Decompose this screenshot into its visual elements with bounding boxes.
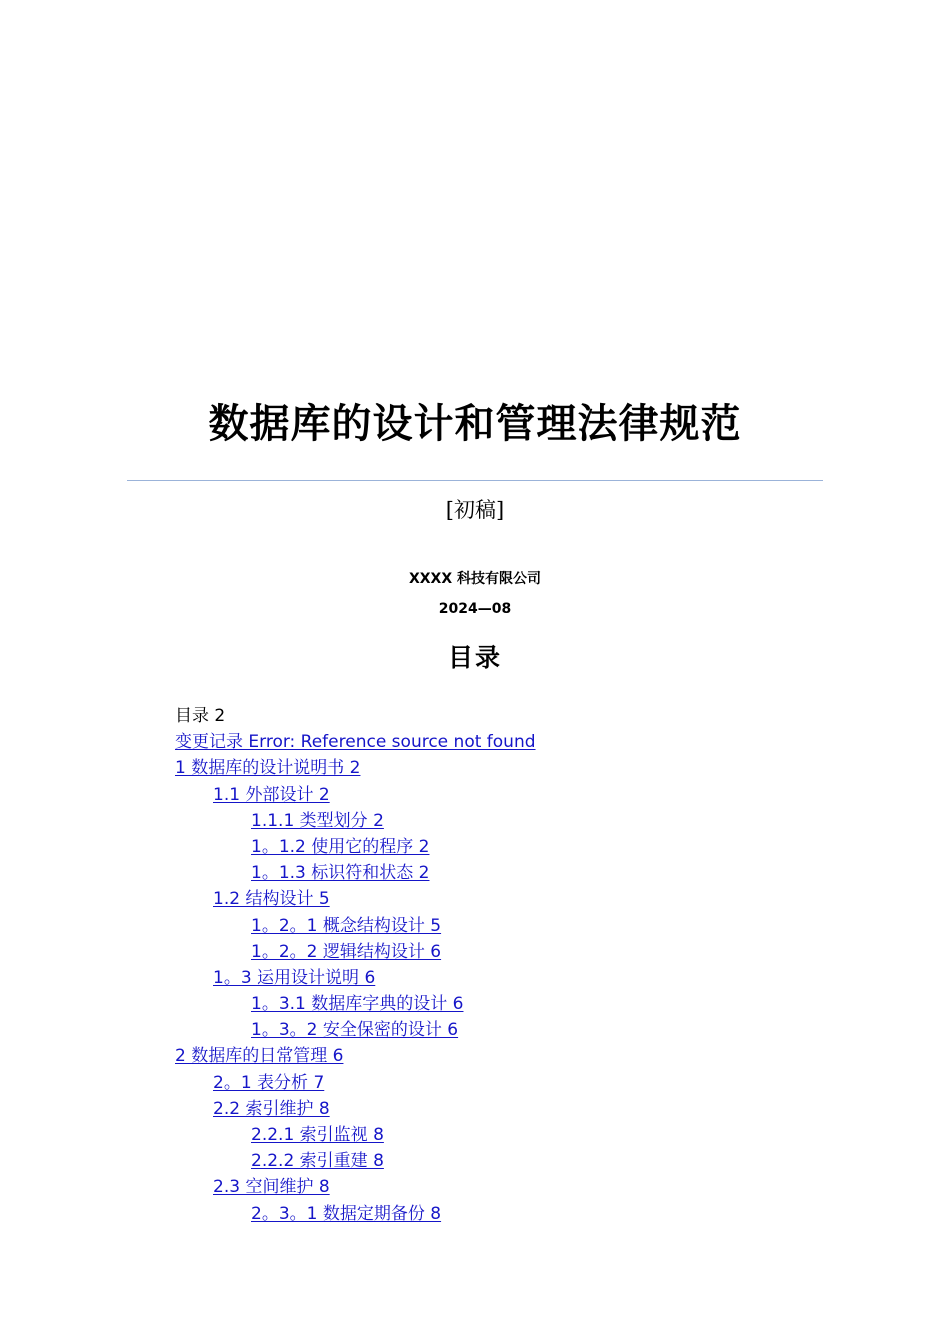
toc-entry[interactable]	[175, 913, 815, 939]
document-date: 2024—08	[438, 601, 512, 617]
toc-entry[interactable]	[175, 1122, 815, 1148]
toc-link[interactable]: 2.3 空间维护 8	[213, 1177, 330, 1198]
toc-link[interactable]: 1。3 运用设计说明 6	[213, 967, 376, 988]
toc-link[interactable]: 2。1 表分析 7	[213, 1072, 325, 1093]
toc-link[interactable]: 变更记录 Error: Reference source not found	[175, 732, 536, 753]
toc-link[interactable]: 1。1.2 使用它的程序 2	[251, 836, 430, 857]
toc-link[interactable]: 1。2。2 逻辑结构设计 6	[251, 941, 442, 962]
toc-entry[interactable]	[175, 886, 815, 912]
toc-entry[interactable]	[175, 1070, 815, 1096]
toc-link[interactable]: 1。3。2 安全保密的设计 6	[251, 1020, 459, 1041]
toc-entry[interactable]	[175, 1043, 815, 1069]
toc-entry[interactable]	[175, 860, 815, 886]
toc-entry[interactable]	[175, 834, 815, 860]
toc-entry[interactable]	[175, 1017, 815, 1043]
document-title: 数据库的设计和管理法律规范	[208, 400, 742, 447]
toc-link[interactable]: 1.1.1 类型划分 2	[251, 810, 384, 831]
toc-entry[interactable]	[175, 729, 815, 755]
toc-link[interactable]: 2。3。1 数据定期备份 8	[251, 1203, 442, 1224]
toc-heading: 目录	[447, 643, 502, 672]
title-divider	[127, 480, 823, 481]
table-of-contents	[175, 703, 815, 1227]
toc-link[interactable]: 2.2.2 索引重建 8	[251, 1151, 384, 1172]
toc-entry[interactable]	[175, 1201, 815, 1227]
toc-entry[interactable]	[175, 1174, 815, 1200]
toc-link[interactable]: 1。3.1 数据库字典的设计 6	[251, 994, 464, 1015]
toc-link[interactable]: 1.1 外部设计 2	[213, 784, 330, 805]
toc-link[interactable]: 2.2 索引维护 8	[213, 1098, 330, 1119]
toc-entry[interactable]	[175, 965, 815, 991]
toc-link[interactable]: 2 数据库的日常管理 6	[175, 1046, 344, 1067]
toc-entry[interactable]	[175, 755, 815, 781]
toc-entry[interactable]	[175, 808, 815, 834]
toc-link[interactable]: 1.2 结构设计 5	[213, 889, 330, 910]
toc-entry[interactable]	[175, 1148, 815, 1174]
toc-entry[interactable]	[175, 782, 815, 808]
toc-entry	[175, 703, 815, 729]
toc-link[interactable]: 1。1.3 标识符和状态 2	[251, 863, 430, 884]
document-subtitle: [初稿]	[445, 498, 505, 522]
toc-entry[interactable]	[175, 939, 815, 965]
toc-link[interactable]: 2.2.1 索引监视 8	[251, 1125, 384, 1145]
toc-link[interactable]: 1。2。1 概念结构设计 5	[251, 915, 442, 936]
toc-entry[interactable]	[175, 991, 815, 1017]
toc-entry[interactable]	[175, 1096, 815, 1122]
toc-entry-text: 目录 2	[175, 706, 226, 726]
company-name: XXXX 科技有限公司	[408, 571, 542, 587]
toc-link[interactable]: 1 数据库的设计说明书 2	[175, 758, 361, 779]
